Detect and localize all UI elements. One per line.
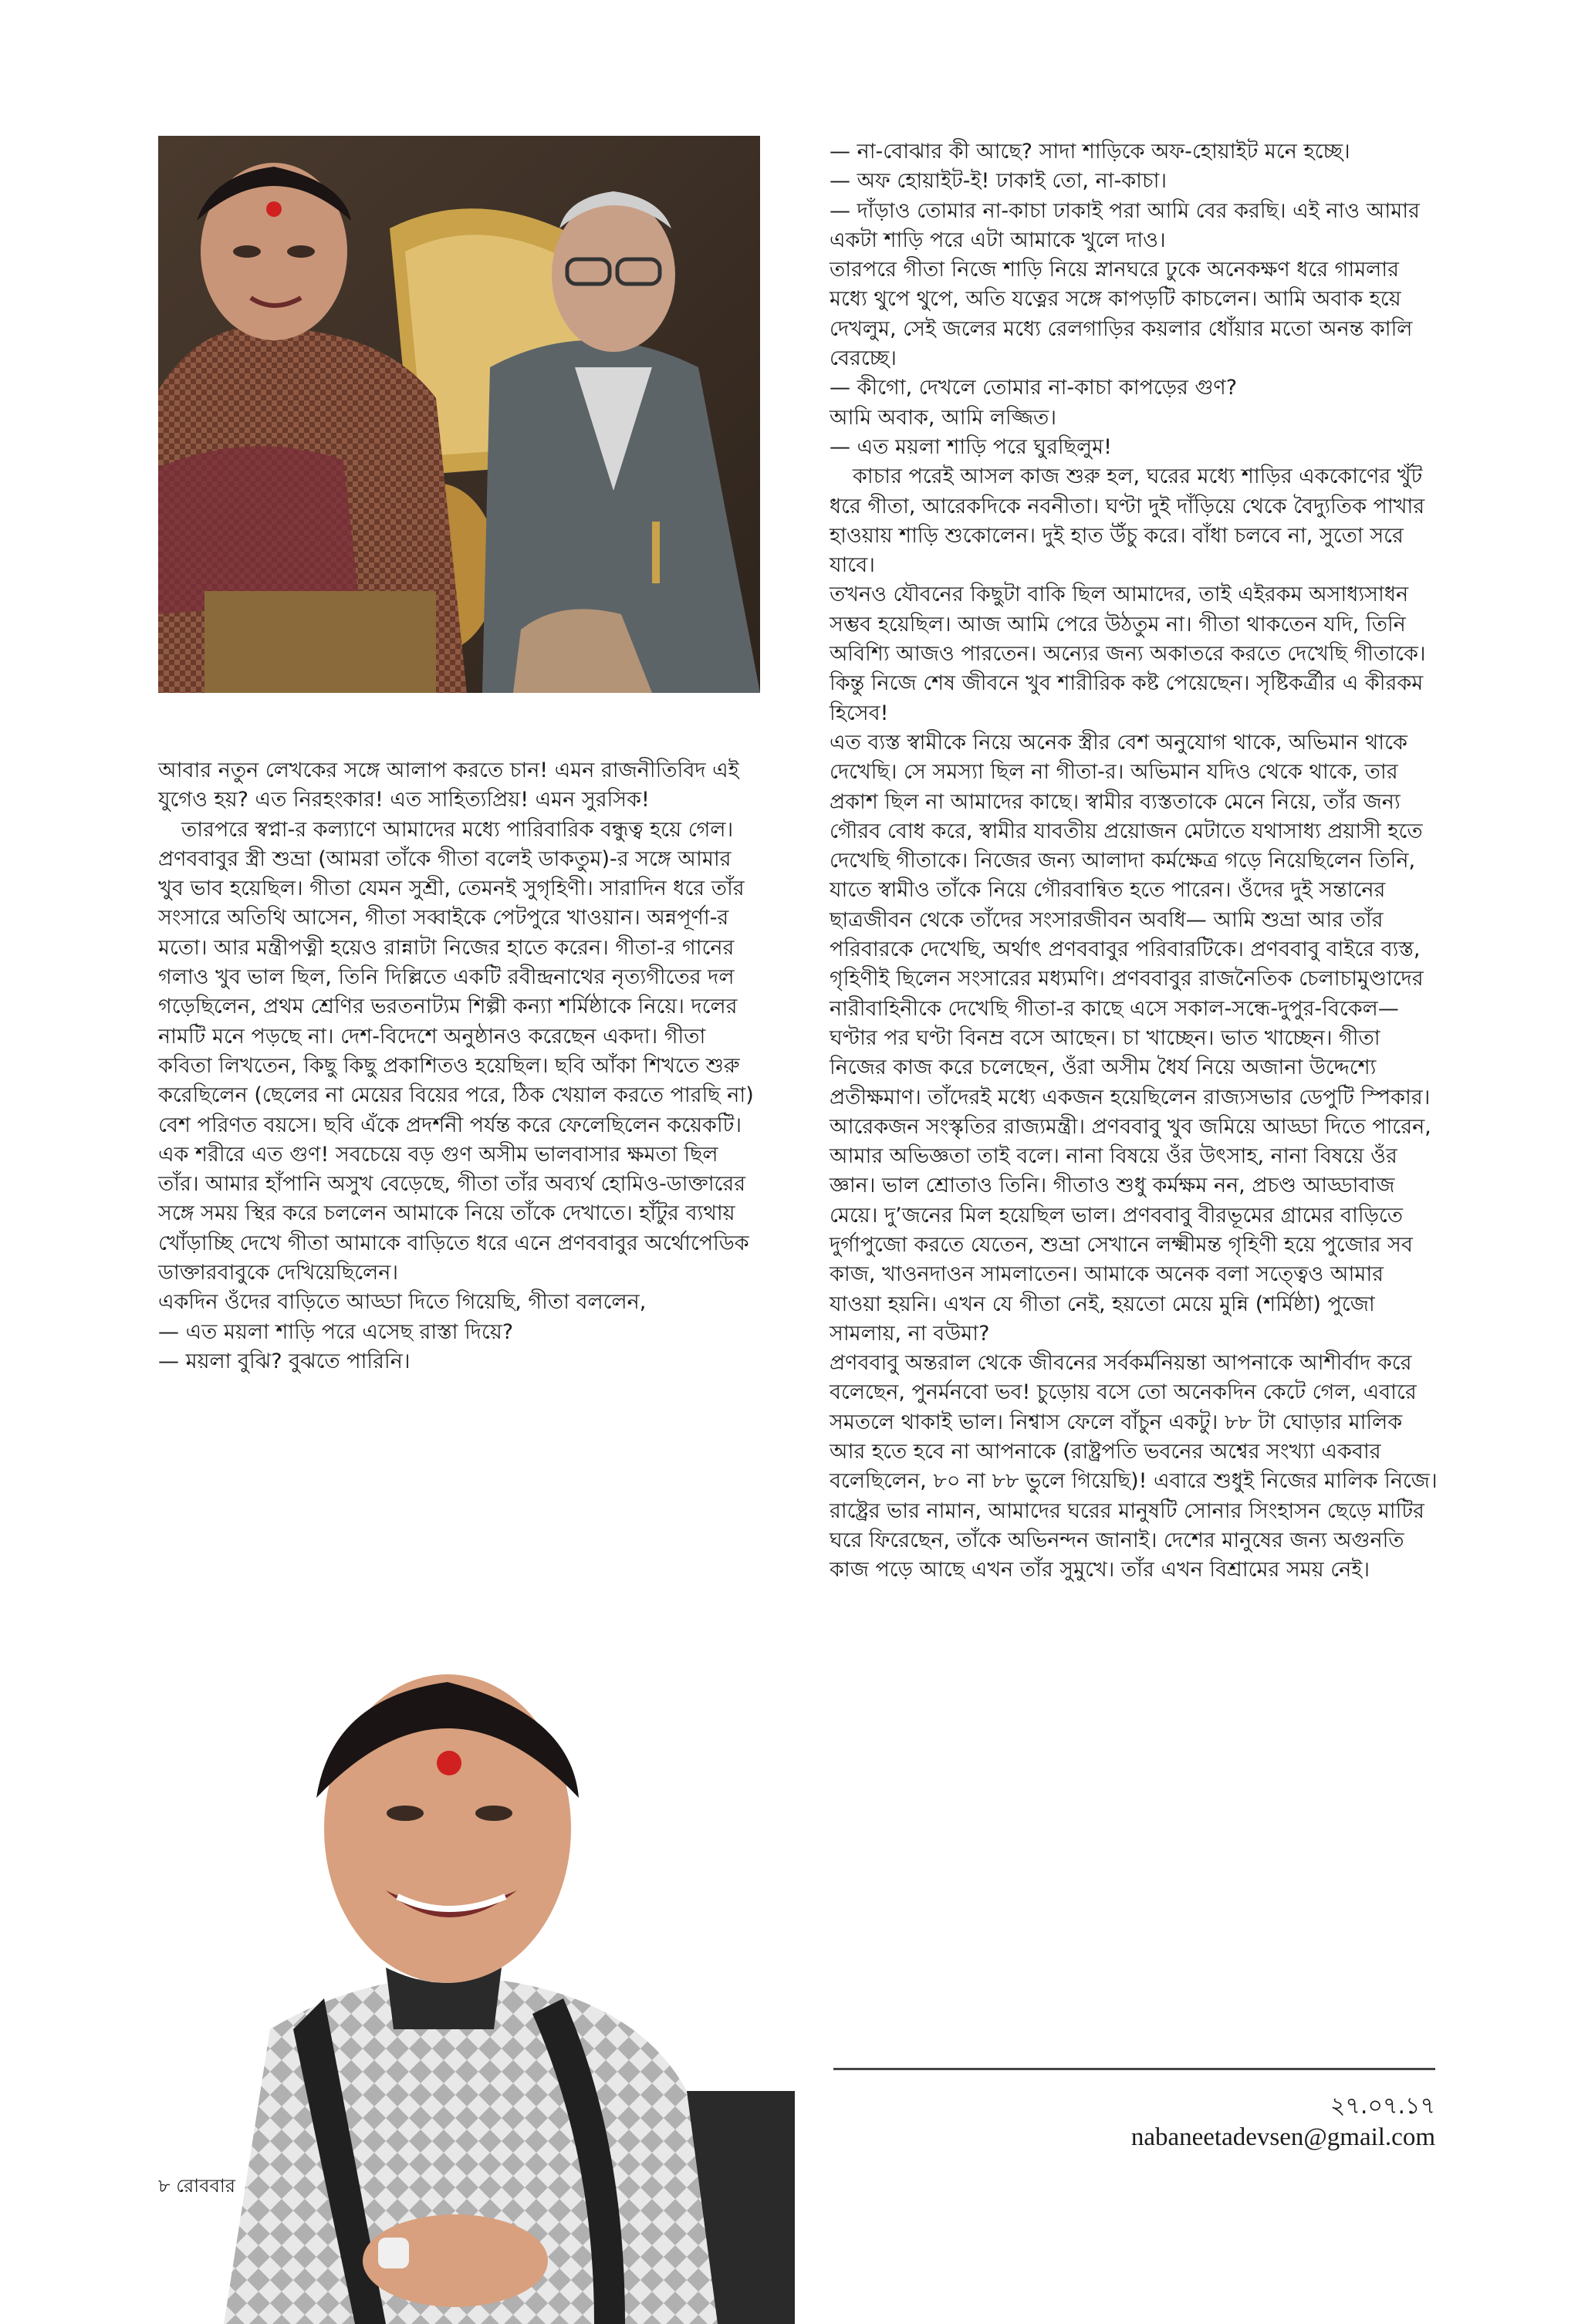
paragraph: আবার নতুন লেখকের সঙ্গে আলাপ করতে চান! এমন রাজনীতিবিদ এই যুগেও হয়? এত নিরহংকার! এত সাহিত্যপ্রিয়! এমন সুরসিক! (158, 758, 739, 812)
dialogue-line: — কীগো, দেখলে তোমার না-কাচা কাপড়ের গুণ? (830, 376, 1238, 400)
paragraph: এত ব্যস্ত স্বামীকে নিয়ে অনেক স্ত্রীর বেশ অনুযোগ থাকে, অভিমান থাকে দেখেছি। সে সমস্যা ছিল না গীতা-র। অভিমান যদিও থেকে থাকে, তার প্রকাশ ছিল না আমাদের কাছে। স্বামীর ব্যস্ততাকে মেনে নিয়ে, তাঁর জন্য গৌরব বোধ করে, স্বামীর যাবতীয় প্রয়োজন মেটাতে যথাসাধ্য প্রয়াসী হতে দেখেছি গীতাকে। নিজের জন্য আলাদা কর্মক্ষেত্র গড়ে নিয়েছিলেন তিনি, যাতে স্বামীও তাঁকে নিয়ে গৌরবান্বিত হতে পারেন। ওঁদের দুই সন্তানের ছাত্রজীবন থেকে তাঁদের সংসারজীবন অবধি— আমি শুভ্রা আর তাঁর পরিবারকে দেখেছি, অর্থাৎ প্রণববাবুর পরিবারটিকে। প্রণববাবু বাইরে ব্যস্ত, গৃহিণীই ছিলেন সংসারের মধ্যমণি। প্রণববাবুর রাজনৈতিক চেলাচামুণ্ডাদের নারীবাহিনীকে দেখেছি গীতা-র কাছে এসে সকাল-সন্ধে-দুপুর-বিকেল— ঘণ্টার পর ঘণ্টা বিনম্র বসে আছেন। চা খাচ্ছেন। ভাত খাচ্ছেন। গীতা নিজের কাজ করে চলেছেন, ওঁরা অসীম ধৈর্য নিয়ে অজানা উদ্দেশ্যে প্রতীক্ষমাণ। তাঁদেরই মধ্যে একজন হয়েছিলেন রাজ্যসভার ডেপুটি স্পিকার। আরেকজন সংস্কৃতির রাজ্যমন্ত্রী। প্রণববাবু খুব জমিয়ে আড্ডা দিতে পারেন, আমার অভিজ্ঞতা তাই বলে। নানা বিষয়ে ওঁর উৎসাহ, নানা বিষয়ে ওঁর জ্ঞান। ভাল শ্রোতাও তিনি। গীতাও শুধু কর্মক্ষম নন, প্রচণ্ড আড্ডাবাজ মেয়ে। দু’জনের মিল হয়েছিল ভাল। প্রণববাবু বীরভূমের গ্রামের বাড়িতে দুর্গাপুজো করতে যেতেন, শুভ্রা সেখানে লক্ষ্মীমন্ত গৃহিণী হয়ে পুজোর সব কাজ, খাওনদাওন সামলাতেন। আমাকে অনেক বলা সত্ত্বেও আমার যাওয়া হয়নি। এখন যে গীতা নেই, হয়তো মেয়ে মুন্নি (শর্মিষ্ঠা) পুজো সামলায়, না বউমা? (830, 730, 1431, 1346)
dialogue-line: — না-বোঝার কী আছে? সাদা শাড়িকে অফ-হোয়াইট মনে হচ্ছে। (830, 140, 1350, 164)
photo-gita (131, 1597, 795, 2324)
dialogue-line: — দাঁড়াও তোমার না-কাচা ঢাকাই পরা আমি বের করছি। এই নাও আমার একটা শাড়ি পরে এটা আমাকে খুলে দাও। (830, 198, 1420, 252)
divider (833, 2068, 1435, 2070)
signoff-date: ২৭.০৭.১৭ (1330, 2093, 1435, 2120)
left-column (158, 756, 760, 1376)
dialogue-line: — অফ হোয়াইট-ই! ঢাকাই তো, না-কাচা। (830, 169, 1168, 194)
paragraph: একদিন ওঁদের বাড়িতে আড্ডা দিতে গিয়েছি, গীতা বললেন, (158, 1290, 647, 1315)
dialogue-line: — এত ময়লা শাড়ি পরে ঘুরছিলুম! (830, 434, 1112, 459)
right-column (830, 137, 1439, 1586)
page-footer: ৮ রোববার (158, 2175, 235, 2197)
paragraph: আমি অবাক, আমি লজ্জিত। (830, 405, 1056, 430)
paragraph: তারপরে গীতা নিজে শাড়ি নিয়ে স্নানঘরে ঢুকে অনেকক্ষণ ধরে গামলার মধ্যে থুপে থুপে, অতি যত্নের সঙ্গে কাপড়টি কাচলেন। আমি অবাক হয়ে দেখলুম, সেই জলের মধ্যে রেলগাড়ির কয়লার ধোঁয়ার মতো অনন্ত কালি বেরচ্ছে। (830, 258, 1413, 371)
paragraph: কাচার পরেই আসল কাজ শুরু হল, ঘরের মধ্যে শাড়ির এককোণের খুঁট ধরে গীতা, আরেকদিকে নবনীতা। ঘণ্টা দুই দাঁড়িয়ে থেকে বৈদ্যুতিক পাখার হাওয়ায় শাড়ি শুকোলেন। দুই হাত উঁচু করে। বাঁধা চলবে না, সুতো সরে যাবে। (830, 464, 1425, 578)
paragraph: তখনও যৌবনের কিছুটা বাকি ছিল আমাদের, তাই এইরকম অসাধ্যসাধন সম্ভব হয়েছিল। আজ আমি পেরে উঠতুম না। গীতা থাকতেন যদি, তিনি অবিশ্যি আজও পারতেন। অন্যের জন্য অকাতরে করতে দেখেছি গীতাকে। কিন্তু নিজে শেষ জীবনে খুব শারীরিক কষ্ট পেয়েছেন। সৃষ্টিকর্ত্রীর এ কীরকম হিসেব! (830, 583, 1426, 725)
photo-couple (158, 136, 760, 693)
paragraph: তারপরে স্বপ্না-র কল্যাণে আমাদের মধ্যে পারিবারিক বন্ধুত্ব হয়ে গেল। প্রণববাবুর স্ত্রী শুভ্রা (আমরা তাঁকে গীতা বলেই ডাকতুম)-র সঙ্গে আমার খুব ভাব হয়েছিল। গীতা যেমন সুশ্রী, তেমনই সুগৃহিণী। সারাদিন ধরে তাঁর সংসারে অতিথি আসেন, গীতা সব্বাইকে পেটপুরে খাওয়ান। অন্নপূর্ণা-র মতো। আর মন্ত্রীপত্নী হয়েও রান্নাটা নিজের হাতে করেন। গীতা-র গানের গলাও খুব ভাল ছিল, তিনি দিল্লিতে একটি রবীন্দ্রনাথের নৃত্যগীতের দল গড়েছিলেন, প্রথম শ্রেণির ভরতনাট্যম শিল্পী কন্যা শর্মিষ্ঠাকে নিয়ে। দলের নামটি মনে পড়ছে না। দেশ-বিদেশে অনুষ্ঠানও করেছেন একদা। গীতা কবিতা লিখতেন, কিছু কিছু প্রকাশিতও হয়েছিল। ছবি আঁকা শিখতে শুরু করেছিলেন (ছেলের না মেয়ের বিয়ের পরে, ঠিক খেয়াল করতে পারছি না) বেশ পরিণত বয়সে। ছবি এঁকে প্রদর্শনী পর্যন্ত করে ফেলেছিলেন কয়েকটি। এক শরীরে এত গুণ! সবচেয়ে বড় গুণ অসীম ভালবাসার ক্ষমতা ছিল তাঁর। আমার হাঁপানি অসুখ বেড়েছে, গীতা তাঁর অব্যর্থ হোমিও-ডাক্তারের সঙ্গে সময় স্থির করে চললেন আমাকে নিয়ে তাঁকে দেখাতে। হাঁটুর ব্যথায় খোঁড়াচ্ছি দেখে গীতা আমাকে বাড়িতে ধরে এনে প্রণববাবুর অর্থোপেডিক ডাক্তারবাবুকে দেখিয়েছিলেন। (158, 817, 754, 1285)
paragraph: প্রণববাবু অন্তরাল থেকে জীবনের সর্বকর্মনিয়ন্তা আপনাকে আশীর্বাদ করে বলেছেন, পুনর্মনবো ভব! চুড়োয় বসে তো অনেকদিন কেটে গেল, এবারে সমতলে থাকাই ভাল। নিশ্বাস ফেলে বাঁচুন একটু। ৮৮ টা ঘোড়ার মালিক আর হতে হবে না আপনাকে (রাষ্ট্রপতি ভবনের অশ্বের সংখ্যা একবার বলেছিলেন, ৮০ না ৮৮ ভুলে গিয়েছি)! এবারে শুধুই নিজের মালিক নিজে। রাষ্ট্রের ভার নামান, আমাদের ঘরের মানুষটি সোনার সিংহাসন ছেড়ে মাটির ঘরে ফিরেছেন, তাঁকে অভিনন্দন জানাই। দেশের মানুষের জন্য অগুনতি কাজ পড়ে আছে এখন তাঁর সুমুখে। তাঁর এখন বিশ্রামের সময় নেই। (830, 1351, 1438, 1583)
dialogue-line: — ময়লা বুঝি? বুঝতে পারিনি। (158, 1349, 411, 1373)
dialogue-line: — এত ময়লা শাড়ি পরে এসেছ রাস্তা দিয়ে? (158, 1319, 514, 1344)
author-email[interactable]: nabaneetadevsen@gmail.com (1130, 2123, 1435, 2151)
